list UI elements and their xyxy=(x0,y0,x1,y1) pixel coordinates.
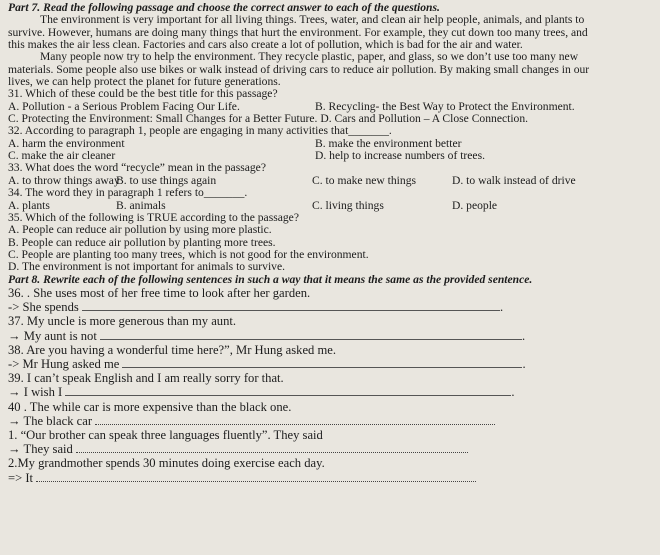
rewrite-prompt: 39. I can’t speak English and I am really sorry for that. xyxy=(8,371,284,386)
rewrite-answer-row xyxy=(8,471,652,485)
rewrite-lead: -> Mr Hung asked me xyxy=(8,356,120,371)
passage-line: survive. However, humans are doing many things that hurt the environment. For example, they cut down too many trees, and xyxy=(8,26,588,39)
passage-line: materials. Some people also use bikes or walk instead of driving cars to reduce air pollution. By making small changes in our xyxy=(8,63,590,76)
question-options xyxy=(8,175,652,187)
answer-blank[interactable] xyxy=(76,442,468,453)
rewrite-lead: → I wish I xyxy=(8,385,63,400)
question-stem: 34. The word they in paragraph 1 refers to_______. xyxy=(8,187,248,200)
passage xyxy=(8,14,652,88)
option-a[interactable]: A. Pollution - a Serious Problem Facing Our Life. xyxy=(8,100,240,113)
part7-title: Part 7. Read the following passage and choose the correct answer to each of the questions. xyxy=(8,2,440,14)
rewrite-lead: → My aunt is not xyxy=(8,328,97,343)
passage-line: The environment is very important for all living things. Trees, water, and clean air help people, animals, and plants to xyxy=(40,14,585,27)
option-c[interactable]: C. make the air cleaner xyxy=(8,150,116,163)
question-options xyxy=(8,200,652,212)
answer-blank[interactable] xyxy=(65,385,511,396)
question-stem: 33. What does the word “recycle” mean in the passage? xyxy=(8,162,266,175)
passage-line: this makes the air less clean. Factories and cars also create a lot of pollution, which is bad for the air and water. xyxy=(8,39,523,52)
answer-blank[interactable] xyxy=(36,471,476,482)
rewrite-answer-row: -> She spends . xyxy=(8,300,504,315)
option-d[interactable]: D. The environment is not important for animals to survive. xyxy=(8,261,286,274)
rewrite-answer-row: -> Mr Hung asked me . xyxy=(8,356,526,371)
passage-line: Many people now try to help the environment. They recycle plastic, paper, and glass, so we don’t use too many new xyxy=(40,51,579,64)
option-c-d[interactable]: C. Protecting the Environment: Small Changes for a Better Future. D. Cars and Pollution – A Close Connection. xyxy=(8,113,529,126)
part8-title: Part 8. Rewrite each of the following sentences in such a way that it means the same as the provided sentence. xyxy=(8,273,533,286)
question-stem: 31. Which of these could be the best title for this passage? xyxy=(8,88,278,101)
option-a[interactable]: A. harm the environment xyxy=(8,137,125,150)
answer-blank[interactable] xyxy=(95,414,495,425)
option-b[interactable]: B. animals xyxy=(116,199,166,212)
rewrite-prompt: 2.My grandmother spends 30 minutes doing exercise each day. xyxy=(8,456,325,471)
question-stem: 35. Which of the following is TRUE according to the passage? xyxy=(8,211,299,224)
option-c[interactable]: C. People are planting too many trees, which is not good for the environment. xyxy=(8,248,369,261)
option-b[interactable]: B. to use things again xyxy=(116,174,217,187)
option-c[interactable]: C. living things xyxy=(312,199,384,212)
option-a[interactable]: A. People can reduce air pollution by using more plastic. xyxy=(8,224,272,237)
passage-line: lives, we can help protect the planet for future generations. xyxy=(8,76,281,89)
option-b[interactable]: B. make the environment better xyxy=(315,137,462,150)
option-c[interactable]: C. to make new things xyxy=(312,174,417,187)
rewrite-prompt: 1. “Our brother can speak three languages fluently”. They said xyxy=(8,427,323,442)
question-options xyxy=(8,150,652,162)
answer-blank[interactable] xyxy=(122,357,522,368)
rewrite-lead: → They said xyxy=(8,442,73,457)
option-a[interactable]: A. to throw things away xyxy=(8,174,120,187)
question-stem: 32. According to paragraph 1, people are engaging in many activities that_______. xyxy=(8,125,392,138)
option-b[interactable]: B. Recycling- the Best Way to Protect the Environment. xyxy=(315,100,575,113)
option-d[interactable]: D. to walk instead of drive xyxy=(452,174,576,187)
rewrite-answer-row: → My aunt is not . xyxy=(8,328,526,343)
option-b[interactable]: B. People can reduce air pollution by planting more trees. xyxy=(8,236,276,249)
rewrite-answer-row xyxy=(8,442,652,456)
option-d[interactable]: D. people xyxy=(452,199,498,212)
option-a[interactable]: A. plants xyxy=(8,199,50,212)
rewrite-lead: → The black car xyxy=(8,413,93,428)
rewrite-answer-row: → I wish I . xyxy=(8,385,515,400)
rewrite-lead: -> She spends xyxy=(8,300,79,315)
rewrite-prompt: 37. My uncle is more generous than my aunt. xyxy=(8,314,237,329)
question-options xyxy=(8,138,652,150)
rewrite-prompt: 38. Are you having a wonderful time here?”, Mr Hung asked me. xyxy=(8,342,337,357)
rewrite-prompt: 40 . The while car is more expensive than the black one. xyxy=(8,399,292,414)
answer-blank[interactable] xyxy=(100,329,522,340)
option-d[interactable]: D. help to increase numbers of trees. xyxy=(315,150,485,163)
rewrite-answer-row xyxy=(8,414,652,428)
question-options xyxy=(8,101,652,113)
rewrite-lead: => It xyxy=(8,470,34,485)
rewrite-prompt: 36. . She uses most of her free time to look after her garden. xyxy=(8,285,311,300)
answer-blank[interactable] xyxy=(82,300,500,311)
